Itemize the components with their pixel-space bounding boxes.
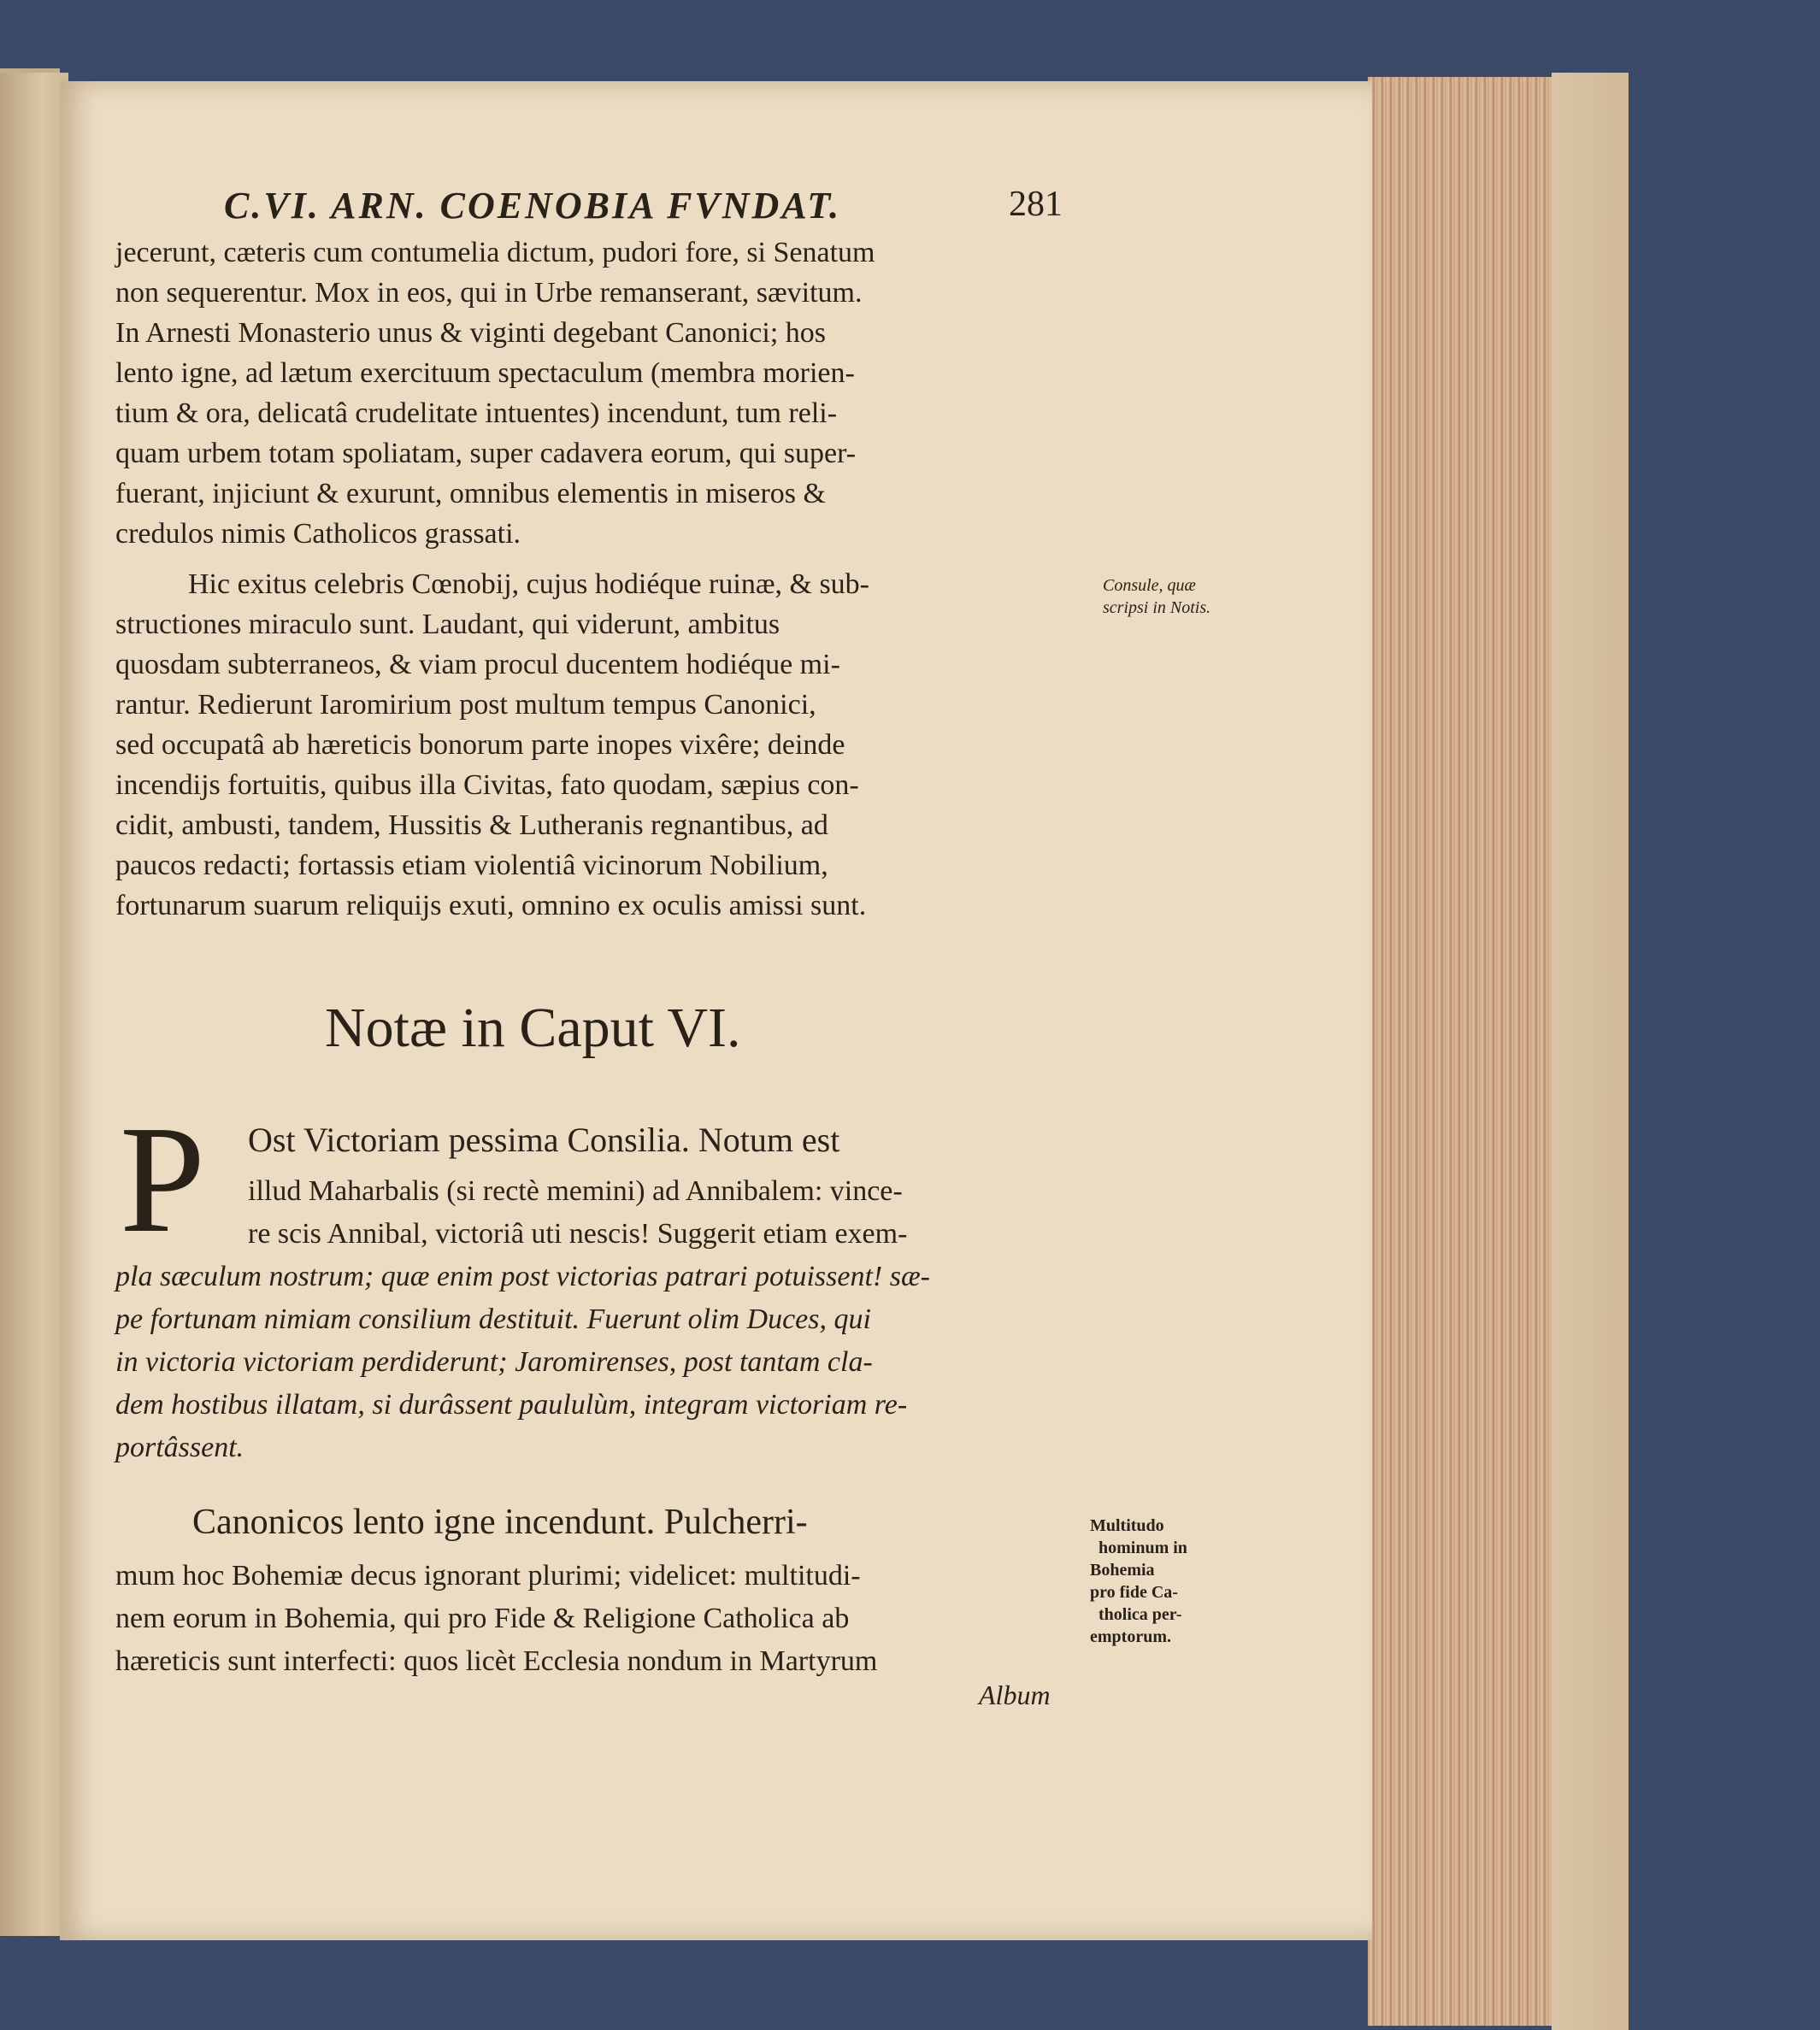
body-line: fuerant, injiciunt & exurunt, omnibus elementis in miseros & xyxy=(115,478,826,509)
body-line: cidit, ambusti, tandem, Hussitis & Lutheranis regnantibus, ad xyxy=(115,809,828,841)
note-line: portâssent. xyxy=(115,1432,244,1463)
body-line: fortunarum suarum reliquijs exuti, omnino ex oculis amissi sunt. xyxy=(115,890,867,921)
margin-note-line: tholica per- xyxy=(1098,1605,1182,1624)
note-line: illud Maharbalis (si rectè memini) ad Annibalem: vince- xyxy=(248,1175,903,1207)
body-line: non sequerentur. Mox in eos, qui in Urbe remanserant, sævitum. xyxy=(115,277,863,309)
running-title: C.VI. ARN. COENOBIA FVNDAT. xyxy=(224,185,842,227)
body-line: quosdam subterraneos, & viam procul ducentem hodiéque mi- xyxy=(115,649,840,680)
note-line: mum hoc Bohemiæ decus ignorant plurimi; videlicet: multitudi- xyxy=(115,1560,861,1592)
margin-note-line: Multitudo xyxy=(1090,1516,1164,1535)
margin-note-line: hominum in xyxy=(1098,1539,1187,1557)
body-line: credulos nimis Catholicos grassati. xyxy=(115,518,521,550)
catchword: Album xyxy=(979,1680,1051,1710)
body-line: paucos redacti; fortassis etiam violentiâ vicinorum Nobilium, xyxy=(115,850,828,881)
note-line: re scis Annibal, victoriâ uti nescis! Suggerit etiam exem- xyxy=(248,1218,908,1250)
left-page-edge xyxy=(0,73,68,1936)
section-heading: Notæ in Caput VI. xyxy=(325,997,741,1059)
note-line: Ost Victoriam pessima Consilia. Notum est xyxy=(248,1121,840,1159)
book-cover-edge xyxy=(1552,73,1629,2030)
body-line: structiones miraculo sunt. Laudant, qui viderunt, ambitus xyxy=(115,609,780,640)
note-line: Canonicos lento igne incendunt. Pulcherri- xyxy=(192,1503,808,1542)
body-line: lento igne, ad lætum exercituum spectaculum (membra morien- xyxy=(115,357,855,389)
margin-note-line: pro fide Ca- xyxy=(1090,1583,1178,1602)
note-line: pla sæculum nostrum; quæ enim post victorias patrari potuissent! sæ- xyxy=(115,1261,930,1292)
note-line: pe fortunam nimiam consilium destituit. Fuerunt olim Duces, qui xyxy=(115,1303,871,1335)
note-line: in victoria victoriam perdiderunt; Jaromirenses, post tantam cla- xyxy=(115,1346,873,1378)
margin-note-line: scripsi in Notis. xyxy=(1103,598,1211,617)
note-line: nem eorum in Bohemia, qui pro Fide & Religione Catholica ab xyxy=(115,1603,850,1634)
note-line: dem hostibus illatam, si durâssent paululùm, integram victoriam re- xyxy=(115,1389,908,1421)
body-line: sed occupatâ ab hæreticis bonorum parte inopes vixêre; deinde xyxy=(115,729,845,761)
drop-cap: P xyxy=(120,1094,206,1264)
body-line: In Arnesti Monasterio unus & viginti degebant Canonici; hos xyxy=(115,317,827,349)
margin-note-line: Bohemia xyxy=(1090,1561,1155,1580)
body-line: rantur. Redierunt Iaromirium post multum tempus Canonici, xyxy=(115,689,816,721)
body-line: incendijs fortuitis, quibus illa Civitas, fato quodam, sæpius con- xyxy=(115,769,859,801)
body-line: jecerunt, cæteris cum contumelia dictum, pudori fore, si Senatum xyxy=(115,237,875,268)
margin-note-line: emptorum. xyxy=(1090,1627,1171,1646)
body-line: Hic exitus celebris Cœnobij, cujus hodiéque ruinæ, & sub- xyxy=(188,568,869,600)
body-line: tium & ora, delicatâ crudelitate intuentes) incendunt, tum reli- xyxy=(115,397,838,429)
margin-note-line: Consule, quæ xyxy=(1103,576,1196,595)
book-page-edges xyxy=(1368,77,1552,2026)
note-line: hæreticis sunt interfecti: quos licèt Ecclesia nondum in Martyrum xyxy=(115,1645,878,1677)
page-number: 281 xyxy=(1009,185,1063,224)
body-line: quam urbem totam spoliatam, super cadavera eorum, qui super- xyxy=(115,438,857,469)
